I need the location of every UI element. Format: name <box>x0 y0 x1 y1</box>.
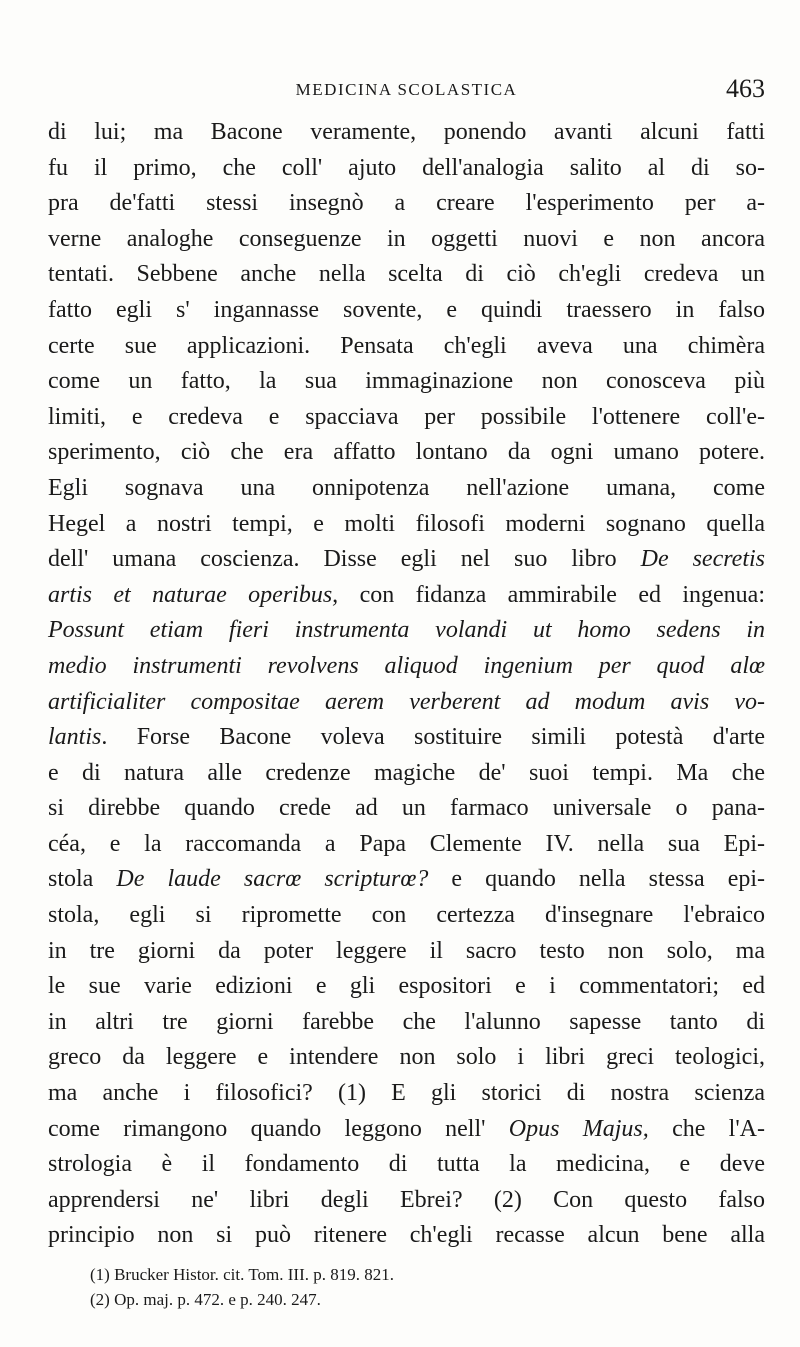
line-text: che l'A- <box>648 1115 765 1142</box>
running-title: MEDICINA SCOLASTICA <box>295 80 518 99</box>
text-line <box>48 791 765 827</box>
line-text: fu il primo, che coll' ajuto dell'analogia salito al di so- <box>48 154 765 181</box>
text-line <box>48 507 765 543</box>
text-line <box>48 1112 765 1148</box>
line-text: con fidanza ammirabile ed ingenua: <box>338 581 766 608</box>
footnotes <box>90 1262 690 1312</box>
text-line <box>48 1218 765 1254</box>
line-text: Hegel a nostri tempi, e molti filosofi moderni sognano quella <box>48 510 765 537</box>
line-text: tentati. Sebbene anche nella scelta di ciò ch'egli credeva un <box>48 261 765 288</box>
line-text: in altri tre giorni farebbe che l'alunno sapesse tanto di <box>48 1008 765 1035</box>
running-head <box>48 74 765 104</box>
line-text: sperimento, ciò che era affatto lontano da ogni umano potere. <box>48 439 765 466</box>
line-text: come un fatto, la sua immaginazione non conosceva più <box>48 368 765 395</box>
italic-text: Opus Majus, <box>508 1115 649 1142</box>
line-text: le sue varie edizioni e gli espositori e i commentatori; ed <box>48 973 765 1000</box>
line-text: apprendersi ne' libri degli Ebrei? (2) Con questo falso <box>48 1186 765 1213</box>
line-text: céa, e la raccomanda a Papa Clemente IV. nella sua Epi- <box>48 830 765 857</box>
line-text: stola, egli si ripromette con certezza d'insegnare l'ebraico <box>48 902 765 929</box>
line-text: stola <box>48 866 117 893</box>
text-line <box>48 969 765 1005</box>
page-number: 463 <box>726 74 765 103</box>
text-line <box>48 898 765 934</box>
text-line <box>48 471 765 507</box>
footnote-2: (2) Op. maj. p. 472. e p. 240. 247. <box>90 1290 321 1309</box>
text-line <box>48 578 765 614</box>
footnote-1: (1) Brucker Histor. cit. Tom. III. p. 819. 821. <box>90 1265 394 1284</box>
line-text: si direbbe quando crede ad un farmaco universale o pana- <box>48 795 765 822</box>
line-text: limiti, e credeva e spacciava per possibile l'ottenere coll'e- <box>48 403 765 430</box>
text-line <box>48 827 765 863</box>
text-line <box>48 222 765 258</box>
line-text: strologia è il fondamento di tutta la medicina, e deve <box>48 1151 765 1178</box>
italic-text: De laude sacrœ scripturœ? <box>116 866 429 893</box>
line-text: Egli sognava una onnipotenza nell'azione umana, come <box>48 474 765 501</box>
line-text: dell' umana coscienza. Disse egli nel suo libro <box>48 546 641 573</box>
italic-text: lantis <box>48 724 102 751</box>
line-text: verne analoghe conseguenze in oggetti nuovi e non ancora <box>48 225 765 252</box>
line-text: ma anche i filosofici? (1) E gli storici di nostra scienza <box>48 1080 765 1107</box>
text-line <box>48 1147 765 1183</box>
line-text: di lui; ma Bacone veramente, ponendo avanti alcuni fatti <box>48 119 765 145</box>
text-line <box>48 1040 765 1076</box>
text-line <box>48 186 765 222</box>
text-line <box>48 293 765 329</box>
line-text: . Forse Bacone voleva sostituire simili potestà d'arte <box>101 724 765 751</box>
text-line <box>48 1005 765 1041</box>
italic-text: Possunt etiam fieri instrumenta volandi ut homo sedens in <box>48 617 765 644</box>
line-text: greco da leggere e intendere non solo i libri greci teologici, <box>48 1044 765 1071</box>
body-text <box>48 115 765 1254</box>
line-text: come rimangono quando leggono nell' <box>48 1115 509 1142</box>
italic-text: medio instrumenti revolvens aliquod ingenium per quod alœ <box>48 652 765 679</box>
text-line <box>48 613 765 649</box>
italic-text: artis et naturae operibus, <box>48 581 339 608</box>
text-line <box>48 1076 765 1112</box>
text-line <box>48 649 765 685</box>
text-line <box>48 542 765 578</box>
line-text: e quando nella stessa epi- <box>428 866 766 893</box>
line-text: principio non si può ritenere ch'egli recasse alcun bene alla <box>48 1222 765 1249</box>
text-line <box>48 720 765 756</box>
italic-text: artificialiter compositae aerem verberent ad modum avis vo- <box>48 688 765 715</box>
text-line <box>48 151 765 187</box>
line-text: fatto egli s' ingannasse sovente, e quindi traessero in falso <box>48 296 765 323</box>
line-text: certe sue applicazioni. Pensata ch'egli aveva una chimèra <box>48 332 765 359</box>
text-line <box>48 685 765 721</box>
text-line <box>48 756 765 792</box>
text-line <box>48 435 765 471</box>
italic-text: De secretis <box>640 546 765 573</box>
text-line <box>48 257 765 293</box>
text-line <box>48 329 765 365</box>
text-line <box>48 862 765 898</box>
line-text: pra de'fatti stessi insegnò a creare l'esperimento per a- <box>48 190 765 217</box>
line-text: e di natura alle credenze magiche de' suoi tempi. Ma che <box>48 759 765 786</box>
text-line <box>48 1183 765 1219</box>
line-text: in tre giorni da poter leggere il sacro testo non solo, ma <box>48 937 765 964</box>
text-line <box>48 934 765 970</box>
text-line <box>48 400 765 436</box>
text-line <box>48 115 765 151</box>
text-line <box>48 364 765 400</box>
